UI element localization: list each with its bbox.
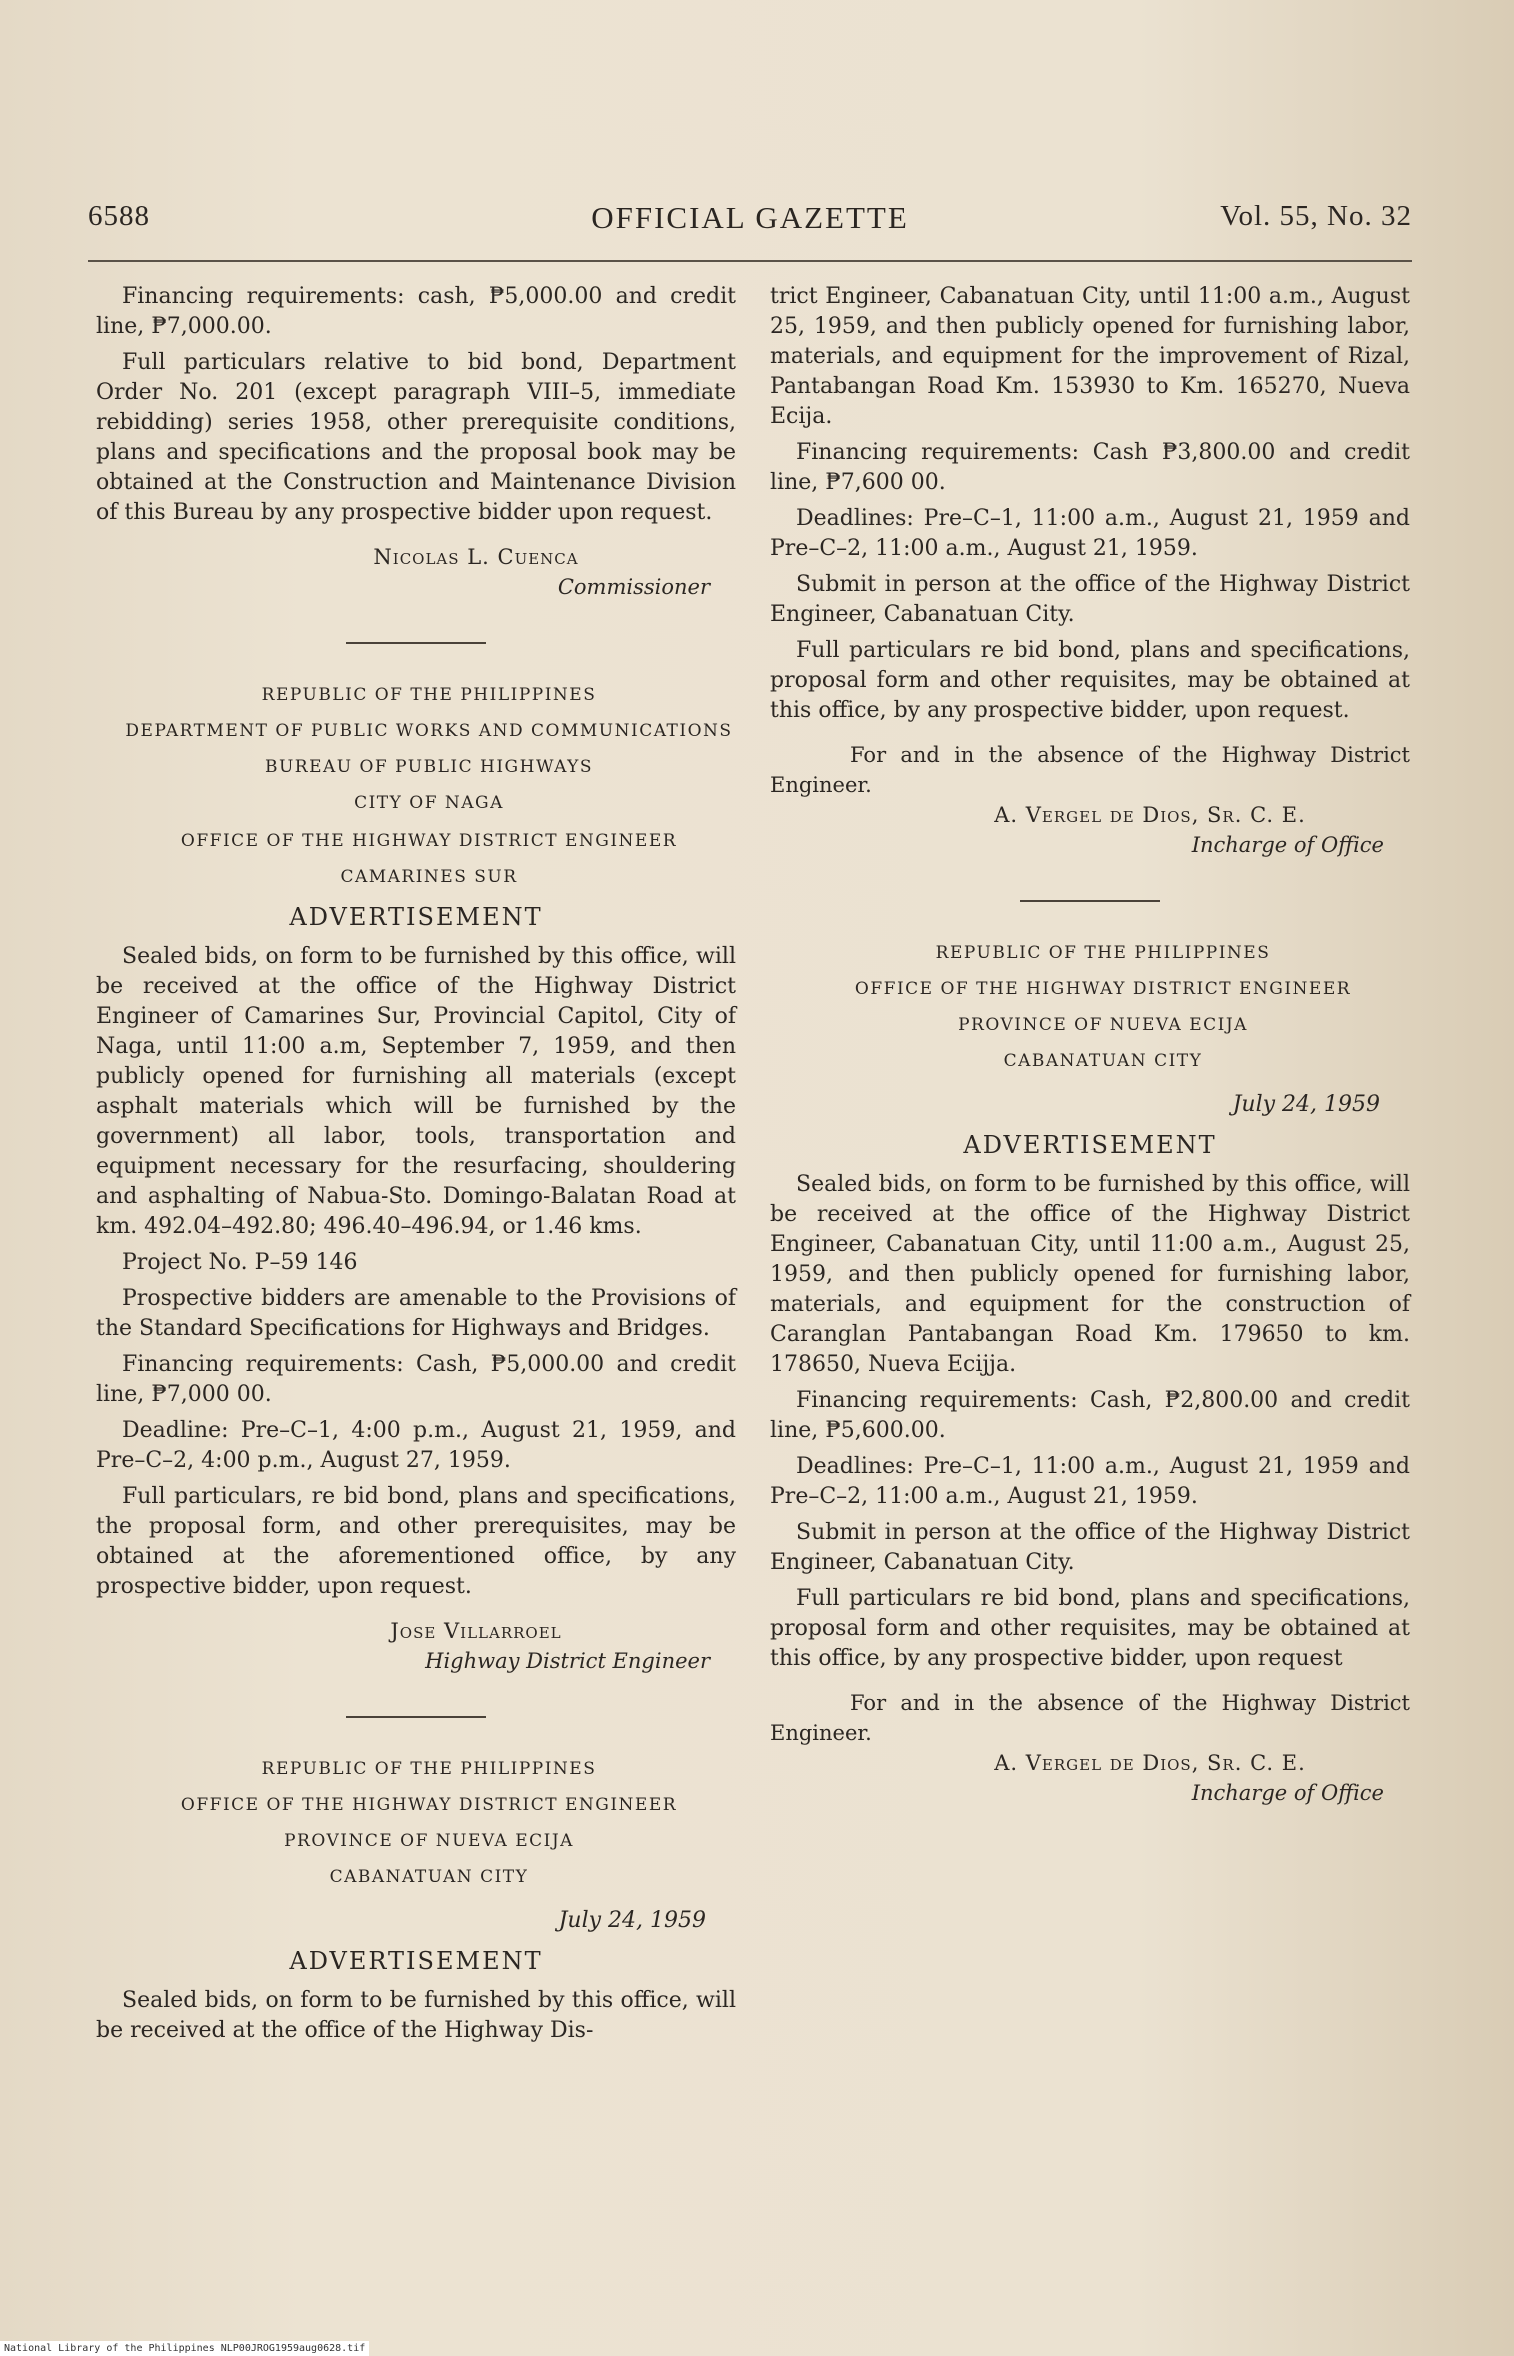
page-number: 6588 <box>88 200 150 232</box>
paragraph: Full particulars re bid bond, plans and specifications, proposal form and other requisites, may be obtained at this office, by any prospective bidder, upon request. <box>770 638 1410 723</box>
notice-heading: PROVINCE OF NUEVA ECIJA <box>284 1831 574 1851</box>
advertisement-title: ADVERTISEMENT <box>963 1131 1217 1159</box>
paragraph: Full particulars re bid bond, plans and specifications, proposal form and other requisites, may be obtained at this office, by any prospective bidder, upon request <box>770 1586 1410 1671</box>
signature-block <box>96 542 736 602</box>
paragraph: Deadlines: Pre–C–1, 11:00 a.m., August 21, 1959 and Pre–C–2, 11:00 a.m., August 21, 1959. <box>770 1454 1410 1509</box>
signatory-title: Incharge of Office <box>1191 833 1384 857</box>
paragraph: Deadline: Pre–C–1, 4:00 p.m., August 21, 1959, and Pre–C–2, 4:00 p.m., August 27, 1959. <box>96 1418 736 1473</box>
notice-heading: OFFICE OF THE HIGHWAY DISTRICT ENGINEER <box>180 831 678 851</box>
paragraph: Deadlines: Pre–C–1, 11:00 a.m., August 21, 1959 and Pre–C–2, 11:00 a.m., August 21, 1959. <box>770 506 1410 561</box>
notice-date: July 24, 1959 <box>1232 1092 1380 1117</box>
paragraph: Financing requirements: Cash, ₱2,800.00 and credit line, ₱5,600.00. <box>770 1388 1410 1443</box>
paragraph: trict Engineer, Cabanatuan City, until 11:00 a.m., August 25, 1959, and then publicly opened for furnishing labor, materials, and equipment for the improvement of Rizal, Pantabangan Road Km. 153930 to Km. 165270, Nueva Ecija. <box>770 284 1410 429</box>
notice-heading: CAMARINES SUR <box>340 867 518 887</box>
paragraph: Sealed bids, on form to be furnished by this office, will be received at the office of the Highway Dis- <box>96 1988 736 2043</box>
signatory-title: Highway District Engineer <box>425 1649 710 1673</box>
signature-intro: For and in the absence of the Highway District Engineer. <box>770 1691 1410 1745</box>
advertisement-title: ADVERTISEMENT <box>289 903 543 931</box>
paragraph: Project No. P–59 146 <box>122 1250 358 1275</box>
notice-heading: CABANATUAN CITY <box>329 1867 529 1887</box>
signatory-name: A. Vergel de Dios, Sr. C. E. <box>994 1751 1306 1775</box>
paragraph: Submit in person at the office of the Highway District Engineer, Cabanatuan City. <box>770 572 1410 627</box>
notice-date: July 24, 1959 <box>558 1908 706 1933</box>
notice-heading: BUREAU OF PUBLIC HIGHWAYS <box>264 757 594 777</box>
signatory-name: Jose Villarroel <box>390 1619 562 1643</box>
right-column <box>770 282 1410 1808</box>
notice-nueva-ecija-1 <box>96 1754 736 2046</box>
signature-block <box>96 1616 736 1676</box>
paragraph: Financing requirements: Cash, ₱5,000.00 and credit line, ₱7,000 00. <box>96 1352 736 1407</box>
scan-footer: National Library of the Philippines NLP00JROG1959aug0628.tif <box>0 2341 369 2356</box>
left-column <box>96 282 736 2052</box>
notice-heading: REPUBLIC OF THE PHILIPPINES <box>261 685 597 705</box>
notice-camarines-sur <box>96 680 736 1676</box>
signatory-title: Incharge of Office <box>1191 1781 1384 1805</box>
page-header <box>88 200 1412 246</box>
paragraph: Sealed bids, on form to be furnished by this office, will be received at the office of the Highway District Engineer, Cabanatuan City, until 11:00 a.m., August 25, 1959, and then publicly opened for furnishing labor, materials, and equipment for the construction of Caranglan Pantabangan Road Km. 179650 to km. 178650, Nueva Ecijja. <box>770 1172 1410 1377</box>
paragraph: Full particulars, re bid bond, plans and specifications, the proposal form, and other prerequisites, may be obtained at the aforementioned office, by any prospective bidder, upon request. <box>96 1484 736 1599</box>
section-divider <box>346 642 486 644</box>
section-divider <box>1020 900 1160 902</box>
advertisement-title: ADVERTISEMENT <box>289 1947 543 1975</box>
signature-intro: For and in the absence of the Highway District Engineer. <box>770 743 1410 797</box>
paragraph: Financing requirements: cash, ₱5,000.00 and credit line, ₱7,000.00. <box>96 284 736 339</box>
paragraph: Prospective bidders are amenable to the Provisions of the Standard Specifications for Highways and Bridges. <box>96 1286 736 1341</box>
signatory-name: Nicolas L. Cuenca <box>373 545 579 569</box>
paragraph: Full particulars relative to bid bond, Department Order No. 201 (except paragraph VIII–5, immediate rebidding) series 1958, other prerequisite conditions, plans and specifications and the proposal book may be obtained at the Construction and Maintenance Division of this Bureau by any prospective bidder upon request. <box>96 350 736 525</box>
publication-title: OFFICIAL GAZETTE <box>591 200 909 235</box>
signature-block <box>770 1688 1410 1808</box>
section-divider <box>346 1716 486 1718</box>
notice-nueva-ecija-2 <box>770 938 1410 1808</box>
signatory-title: Commissioner <box>557 575 710 599</box>
paragraph: Submit in person at the office of the Highway District Engineer, Cabanatuan City. <box>770 1520 1410 1575</box>
signatory-name: A. Vergel de Dios, Sr. C. E. <box>994 803 1306 827</box>
volume-number: Vol. 55, No. 32 <box>1220 200 1412 232</box>
signature-block <box>770 740 1410 860</box>
notice-heading: OFFICE OF THE HIGHWAY DISTRICT ENGINEER <box>180 1795 678 1815</box>
notice-heading: DEPARTMENT OF PUBLIC WORKS AND COMMUNICATIONS <box>125 721 733 741</box>
notice-heading: PROVINCE OF NUEVA ECIJA <box>958 1015 1248 1035</box>
notice-heading: REPUBLIC OF THE PHILIPPINES <box>261 1759 597 1779</box>
notice-heading: OFFICE OF THE HIGHWAY DISTRICT ENGINEER <box>854 979 1352 999</box>
header-rule <box>88 260 1412 262</box>
notice-heading: CITY OF NAGA <box>354 793 504 813</box>
notice-heading: REPUBLIC OF THE PHILIPPINES <box>935 943 1271 963</box>
paragraph: Financing requirements: Cash ₱3,800.00 and credit line, ₱7,600 00. <box>770 440 1410 495</box>
paragraph: Sealed bids, on form to be furnished by this office, will be received at the office of the Highway District Engineer of Camarines Sur, Provincial Capitol, City of Naga, until 11:00 a.m, September 7, 1959, and then publicly opened for furnishing all materials (except asphalt materials which will be furnished by the government) all labor, tools, transportation and equipment necessary for the resurfacing, shouldering and asphalting of Nabua-Sto. Domingo-Balatan Road at km. 492.04–492.80; 496.40–496.94, or 1.46 kms. <box>96 944 736 1239</box>
notice-heading: CABANATUAN CITY <box>1003 1051 1203 1071</box>
